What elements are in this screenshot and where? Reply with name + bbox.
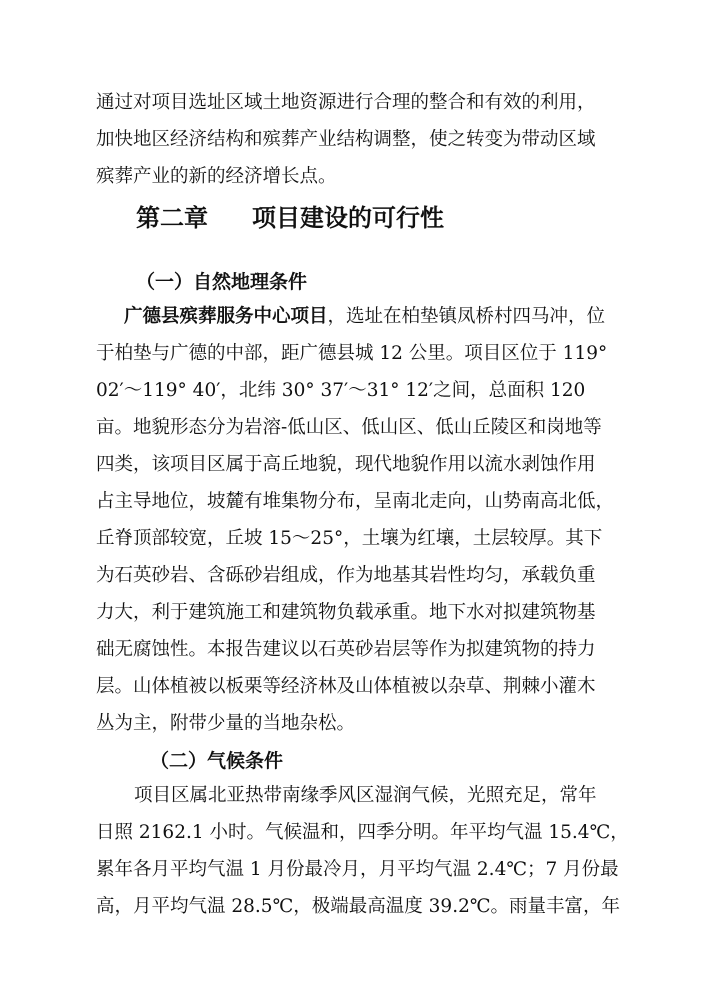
section2-line-3: 累年各月平均气温 1 月份最冷月，月平均气温 2.4℃；7 月份最 (96, 859, 619, 880)
section1-line-1 (124, 304, 605, 330)
chapter-number: 第二章 (136, 204, 208, 232)
intro-line-2: 加快地区经济结构和殡葬产业结构调整，使之转变为带动区域 (96, 129, 596, 150)
section2-line-4: 高，月平均气温 28.5℃，极端最高温度 39.2℃。雨量丰富，年 (96, 896, 621, 917)
intro-line-3: 殡葬产业的新的经济增长点。 (96, 166, 337, 187)
chapter-title: 项目建设的可行性 (252, 204, 444, 232)
section2-line-2: 日照 2162.1 小时。气候温和，四季分明。年平均气温 15.4℃， (96, 822, 629, 843)
section1-line-11: 层。山体植被以板栗等经济林及山体植被以杂草、荆棘小灌木 (96, 676, 596, 697)
section1-line-7: 丘脊顶部较宽，丘坡 15～25°，土壤为红壤，土层较厚。其下 (96, 528, 603, 549)
section2-line-1: 项目区属北亚热带南缘季风区湿润气候，光照充足，常年 (134, 785, 597, 806)
section-heading-climate: （二）气候条件 (150, 750, 284, 772)
chapter-heading (136, 198, 444, 233)
section1-line-4: 亩。地貌形态分为岩溶-低山区、低山区、低山丘陵区和岗地等 (96, 417, 602, 438)
project-name: 广德县殡葬服务中心项目 (124, 306, 328, 327)
section1-line-10: 础无腐蚀性。本报告建议以石英砂岩层等作为拟建筑物的持力 (96, 639, 596, 660)
section1-line-12: 丛为主，附带少量的当地杂松。 (96, 713, 356, 734)
section1-line-2: 于柏垫与广德的中部，距广德县城 12 公里。项目区位于 119° (96, 343, 608, 364)
section1-line-5: 四类，该项目区属于高丘地貌，现代地貌作用以流水剥蚀作用 (96, 454, 596, 475)
section1-line-3: 02′～119° 40′，北纬 30° 37′～31° 12′之间，总面积 120 (96, 380, 586, 401)
section-heading-natural-geography: （一）自然地理条件 (136, 271, 308, 293)
section1-line-8: 为石英砂岩、含砾砂岩组成，作为地基其岩性均匀，承载负重 (96, 565, 596, 586)
section1-line-9: 力大，利于建筑施工和建筑物负载承重。地下水对拟建筑物基 (96, 602, 596, 623)
section1-line-6: 占主导地位，坡麓有堆集物分布，呈南北走向，山势南高北低， (96, 491, 615, 512)
section1-line-1-rest: ，选址在柏垫镇凤桥村四马冲，位 (327, 306, 606, 327)
intro-line-1: 通过对项目选址区域土地资源进行合理的整合和有效的利用， (96, 92, 596, 113)
